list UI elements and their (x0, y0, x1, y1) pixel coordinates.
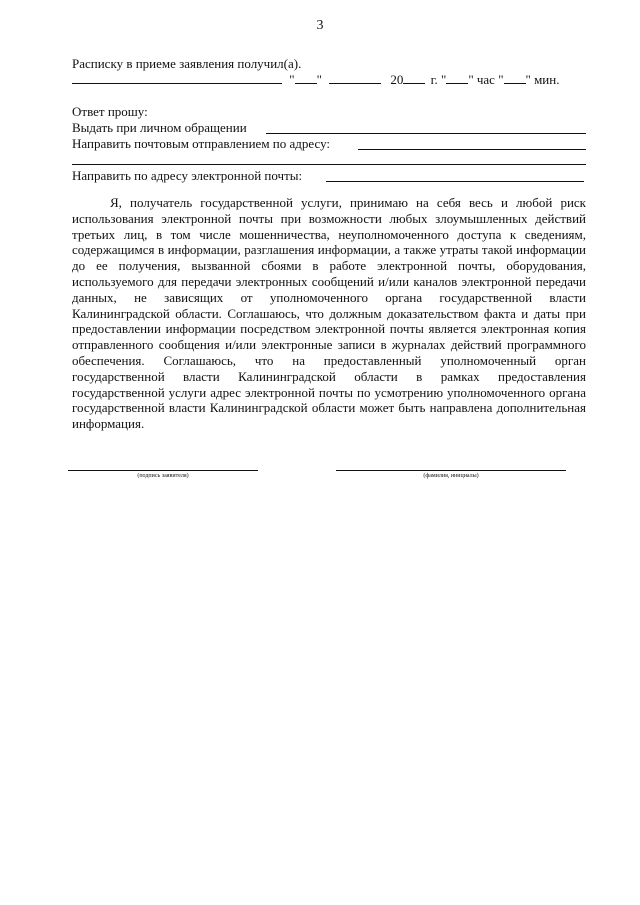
applicant-signature-line (68, 470, 258, 471)
post-address-underline (358, 149, 586, 150)
hour-label: " час " (468, 72, 504, 87)
page-number: 3 (316, 18, 324, 33)
post-address-extra-line (72, 164, 586, 165)
hour-field (446, 72, 468, 84)
quote-close-day: " (316, 72, 322, 87)
email-address-underline (326, 181, 584, 182)
year-prefix: 20 (390, 72, 404, 87)
receipt-date-time-line (72, 72, 559, 88)
name-initials-caption: (фамилия, инициалы) (423, 473, 479, 479)
answer-title: Ответ прошу: (72, 104, 148, 119)
receipt-label: Расписку в приеме заявления получил(а). (72, 56, 302, 71)
option-in-person-label: Выдать при личном обращении (72, 120, 247, 135)
applicant-signature-caption: (подпись заявителя) (137, 473, 189, 479)
option-email-label: Направить по адресу электронной почты: (72, 168, 303, 183)
quote-open-day: " (289, 72, 295, 87)
name-initials-line (336, 470, 566, 471)
day-field (295, 72, 317, 84)
consent-paragraph: Я, получатель государственной услуги, принимаю на себя весь и любой риск использования электронной почты при возможности любых злоумышленных действий третьих лиц, в том числе мошенничества, неуполномоченного доступа к сведениям, содержащимся в информации, разглашения информации, а также утраты такой информации до ее получения, вызванной сбоями в работе электронной почты, оборудования, используемого для передачи электронных сообщений и/или каналов электронной передачи данных, не зависящих от уполномоченного органа государственной власти Калининградской области. Соглашаюсь, что должным доказательством факта и даты при предоставлении информации посредством электронной почты является электронная копия отправленного сообщения и/или электронные записи в журналах действий программного обеспечения. Соглашаюсь, что на предоставленный уполномоченный орган государственной власти Калининградской области в рамках предоставления государственной услуги адрес электронной почты по усмотрению уполномоченного органа государственной власти Калининградской области может быть направлена дополнительная информация. (72, 195, 586, 432)
year-field (403, 72, 425, 84)
in-person-underline (266, 133, 586, 134)
option-post-label: Направить почтовым отправлением по адресу: (72, 136, 331, 151)
year-suffix: г. " (430, 72, 447, 87)
month-field (329, 72, 381, 84)
receiver-signature-field (72, 72, 282, 84)
minute-label: " мин. (525, 72, 560, 87)
minute-field (504, 72, 526, 84)
